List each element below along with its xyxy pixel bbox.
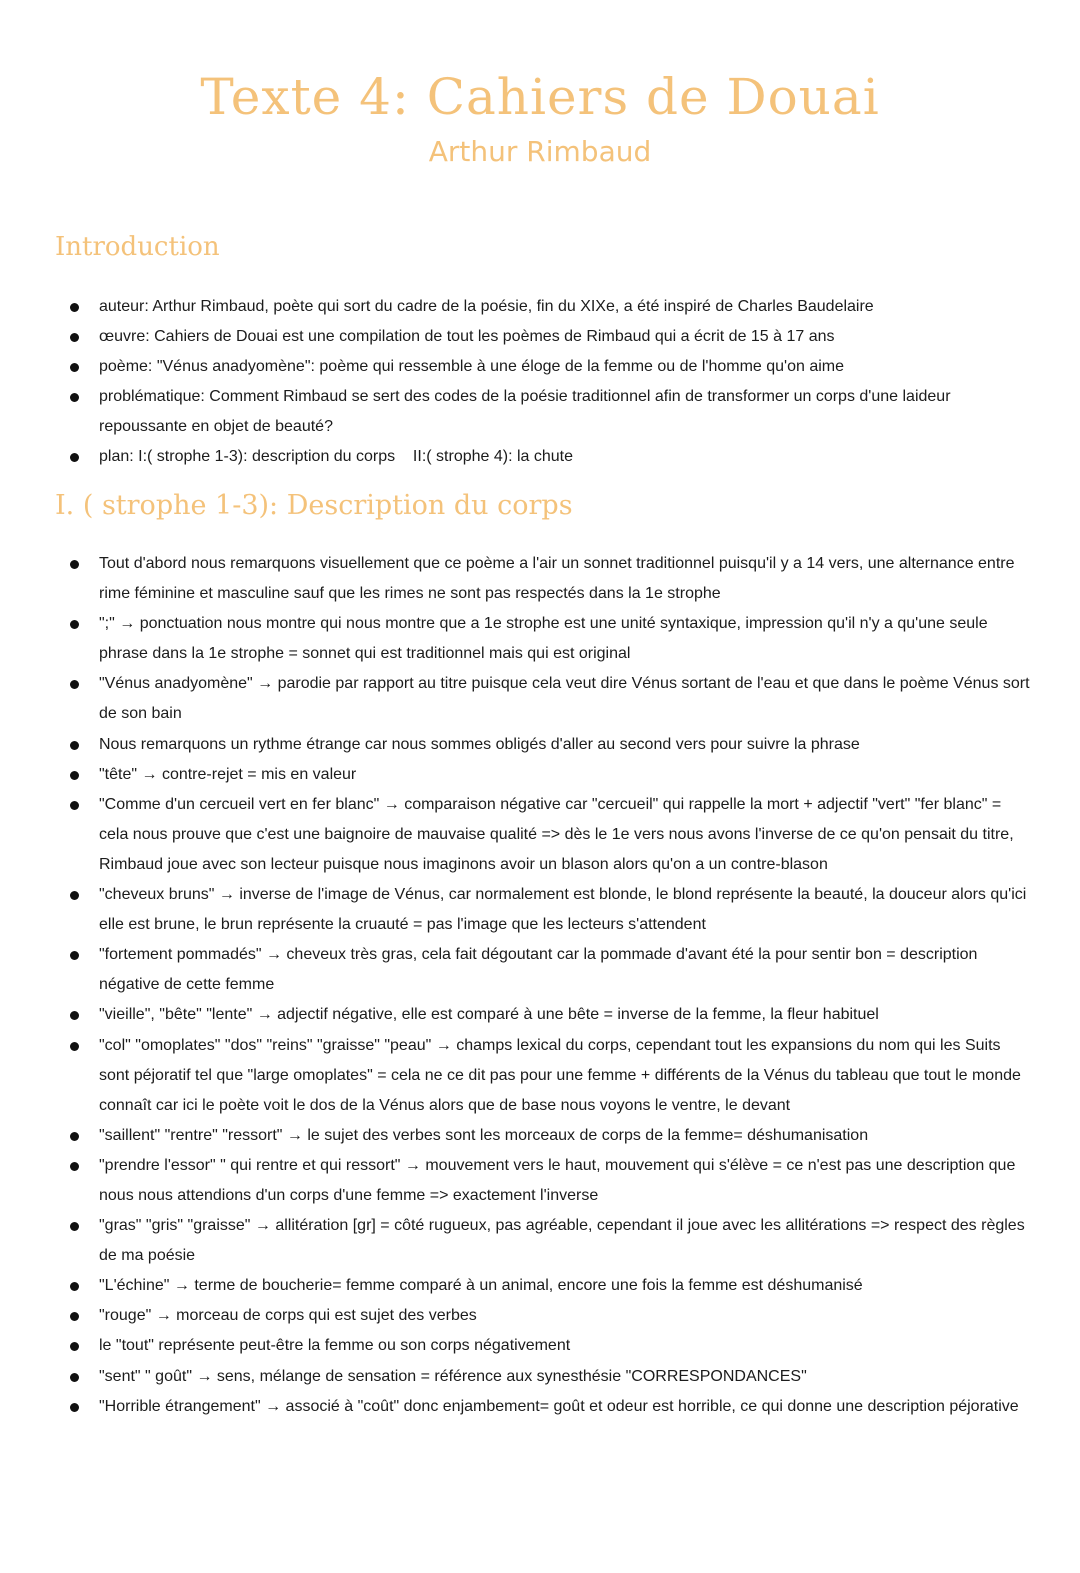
list-item-text: Nous remarquons un rythme étrange car nous sommes obligés d'aller au second vers pour suivre la phrase — [99, 735, 860, 753]
list-item-text: auteur: Arthur Rimbaud, poète qui sort du cadre de la poésie, fin du XIXe, a été inspiré de Charles Baudelaire — [99, 298, 874, 315]
bullet-icon — [70, 620, 79, 629]
list-item-text: "Vénus anadyomène" → parodie par rapport au titre puisque cela veut dire Vénus sortant de l'eau et que dans le poème Vénus sort de son bain — [99, 675, 1030, 723]
bullet-icon — [70, 801, 79, 810]
list-item-text: "vieille", "bête" "lente" → adjectif négative, elle est comparé à une bête = inverse de la femme, la fleur habituel — [99, 1006, 879, 1024]
bullet-icon — [70, 1132, 79, 1141]
bullet-icon — [70, 303, 79, 312]
list-item-text: "cheveux bruns" → inverse de l'image de Vénus, car normalement est blonde, le blond représente la beauté, la douceur alors qu'ici elle est brune, le brun représente la cruauté = pas l'image que les lecteurs s'attendent — [99, 886, 1027, 934]
list-item-text: ";" → ponctuation nous montre qui nous montre que a 1e strophe est une unité syntaxique, impression qu'il n'y a qu'une seule phrase dans la 1e strophe = sonnet qui est traditionnel mais qui est original — [99, 615, 988, 663]
list-item — [0, 1121, 1080, 1151]
bullet-icon — [70, 1373, 79, 1382]
list-item-text: "prendre l'essor" " qui rentre et qui ressort" → mouvement vers le haut, mouvement qui s'élève = ce n'est pas une description que nous nous attendions d'un corps d'une femme => exactement l'inverse — [99, 1156, 1016, 1204]
list-item-text: le "tout" représente peut-être la femme ou son corps négativement — [99, 1337, 571, 1355]
list-item — [0, 1031, 1080, 1121]
list-item — [0, 760, 1080, 790]
list-item-text: "rouge" → morceau de corps qui est sujet des verbes — [99, 1307, 477, 1325]
list-item-text: "fortement pommadés" → cheveux très gras, cela fait dégoutant car la pommade d'avant été la pour sentir bon = description négative de cette femme — [99, 946, 978, 994]
list-item — [0, 790, 1080, 880]
bullet-icon — [70, 680, 79, 689]
part1-list — [0, 549, 1080, 1422]
list-item-text: "Comme d'un cercueil vert en fer blanc" → comparaison négative car "cercueil" qui rappelle la mort + adjectif "vert" "fer blanc" = cela nous prouve que c'est une baignoire de mauvaise qualité => dès le 1e vers nous avons l'inverse de ce qu'on pensait du titre, Rimbaud joue avec son lecteur puisque nous imaginons avoir un blason alors qu'on a un contre-blason — [99, 795, 1014, 873]
list-item-text: "saillent" "rentre" "ressort" → le sujet des verbes sont les morceaux de corps de la femme= déshumanisation — [99, 1126, 869, 1144]
list-item — [0, 669, 1080, 729]
list-item — [0, 382, 1080, 442]
bullet-icon — [70, 393, 79, 402]
list-item-text: "gras" "gris" "graisse" → allitération [gr] = côté rugueux, pas agréable, cependant il joue avec les allitérations => respect des règles de ma poésie — [99, 1217, 1025, 1265]
bullet-icon — [70, 363, 79, 372]
list-item-text: problématique: Comment Rimbaud se sert des codes de la poésie traditionnel afin de transformer un corps d'une laideur repoussante en objet de beauté? — [99, 388, 951, 436]
list-item — [0, 322, 1080, 352]
list-item — [0, 940, 1080, 1000]
list-item — [0, 609, 1080, 669]
document-subtitle: Arthur Rimbaud — [428, 135, 652, 168]
list-item-text: "sent" " goût" → sens, mélange de sensation = référence aux synesthésie "CORRESPONDANCES" — [99, 1367, 807, 1385]
list-item-text: œuvre: Cahiers de Douai est une compilation de tout les poèmes de Rimbaud qui a écrit de 15 à 17 ans — [99, 328, 835, 346]
list-item — [0, 549, 1080, 609]
list-item — [0, 1271, 1080, 1301]
list-item — [0, 1392, 1080, 1422]
bullet-icon — [70, 1042, 79, 1051]
list-item — [0, 1362, 1080, 1392]
list-item — [0, 442, 1080, 472]
introduction-heading: Introduction — [55, 232, 220, 262]
list-item — [0, 1000, 1080, 1030]
bullet-icon — [70, 1342, 79, 1351]
list-item — [0, 352, 1080, 382]
bullet-icon — [70, 1011, 79, 1020]
list-item-text: "tête" → contre-rejet = mis en valeur — [99, 765, 357, 783]
list-item-text: Tout d'abord nous remarquons visuellement que ce poème a l'air un sonnet traditionnel puisqu'il y a 14 vers, une alternance entre rime féminine et masculine sauf que les rimes ne sont pas respectés dans la 1e strophe — [99, 555, 1015, 603]
bullet-icon — [70, 560, 79, 569]
introduction-list — [0, 292, 1080, 473]
bullet-icon — [70, 1403, 79, 1412]
list-item — [0, 1301, 1080, 1331]
list-item — [0, 1211, 1080, 1271]
bullet-icon — [70, 1312, 79, 1321]
document-title: Texte 4: Cahiers de Douai — [200, 68, 880, 126]
bullet-icon — [70, 891, 79, 900]
list-item-text: "Horrible étrangement" → associé à "coût" donc enjambement= goût et odeur est horrible, ce qui donne une description péjorative — [99, 1397, 1019, 1415]
bullet-icon — [70, 453, 79, 462]
list-item-text: poème: "Vénus anadyomène": poème qui ressemble à une éloge de la femme ou de l'homme qu'on aime — [99, 358, 845, 376]
list-item — [0, 1331, 1080, 1361]
bullet-icon — [70, 1162, 79, 1171]
list-item — [0, 880, 1080, 940]
list-item-text: "L'échine" → terme de boucherie= femme comparé à un animal, encore une fois la femme est déshumanisé — [99, 1277, 863, 1295]
bullet-icon — [70, 741, 79, 750]
bullet-icon — [70, 333, 79, 342]
bullet-icon — [70, 951, 79, 960]
part1-heading: I. ( strophe 1-3): Description du corps — [55, 490, 573, 521]
list-item-text: "col" "omoplates" "dos" "reins" "graisse" "peau" → champs lexical du corps, cependant tout les expansions du nom qui les Suits sont péjoratif tel que "large omoplates" = cela ne ce dit pas pour une femme + différents de la Vénus du tableau que tout le monde connaît car ici le poète voit le dos de la Vénus alors que de base nous voyons le ventre, le devant — [99, 1036, 1021, 1114]
bullet-icon — [70, 1282, 79, 1291]
list-item — [0, 730, 1080, 760]
list-item-text: plan: I:( strophe 1-3): description du corps II:( strophe 4): la chute — [99, 448, 574, 466]
list-item — [0, 292, 1080, 322]
bullet-icon — [70, 771, 79, 780]
bullet-icon — [70, 1222, 79, 1231]
list-item — [0, 1151, 1080, 1211]
